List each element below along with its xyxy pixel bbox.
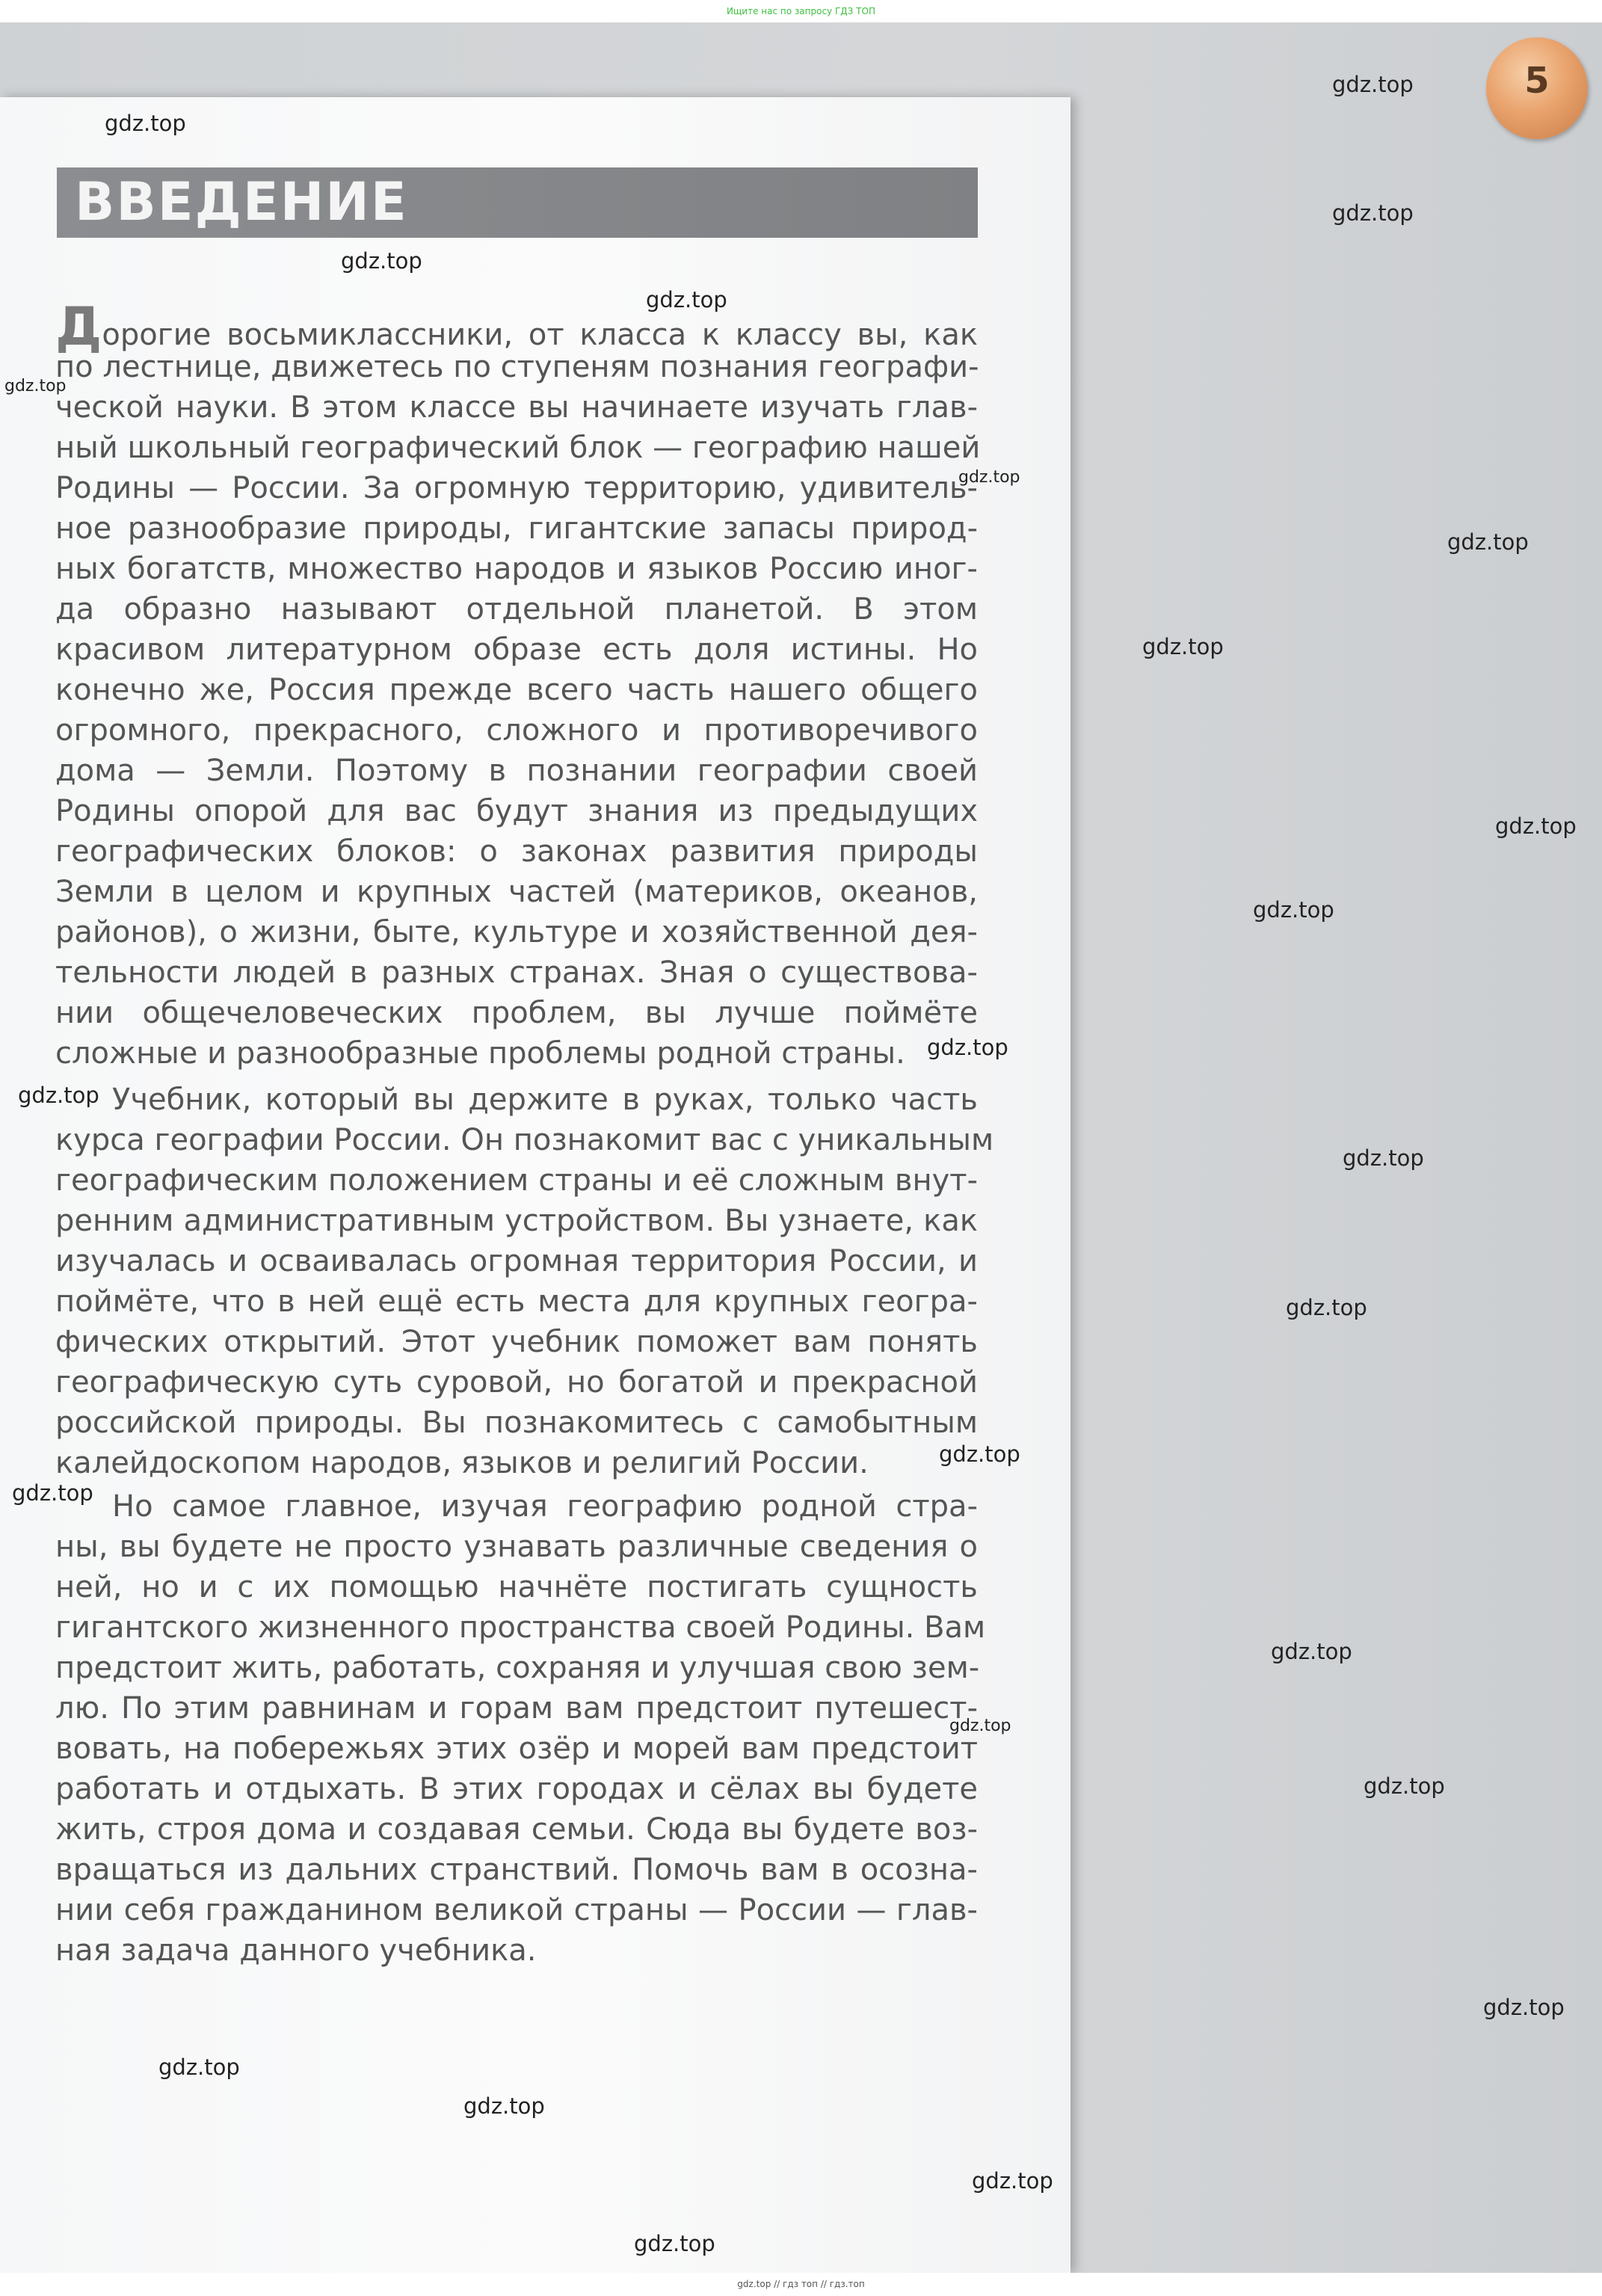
page-number: 5 (1524, 60, 1550, 102)
text-line: ная задача данного учебника. (55, 1933, 537, 1968)
bottom-banner: gdz.top // гдз топ // гдз.топ (0, 2273, 1602, 2296)
watermark: gdz.top (958, 468, 1020, 487)
text-line: Родины — России. За огромную территорию, удивитель- (55, 471, 978, 505)
watermark: gdz.top (1332, 200, 1414, 226)
text-line: работать и отдыхать. В этих городах и сёлах вы будете (55, 1772, 978, 1806)
watermark: gdz.top (1364, 1773, 1445, 1799)
text-line: вращаться из дальних странствий. Помочь вам в осозна- (55, 1853, 978, 1887)
drop-cap: Д (55, 296, 102, 357)
text-line: нии себя гражданином великой страны — России — глав- (55, 1893, 978, 1927)
watermark: gdz.top (646, 287, 727, 313)
text-line: красивом литературном образе есть доля истины. Но (55, 633, 978, 667)
text-line: ных богатств, множество народов и языков Россию иног- (55, 552, 978, 586)
watermark: gdz.top (1286, 1295, 1367, 1320)
text-line: поймёте, что в ней ещё есть места для крупных геогра- (55, 1284, 978, 1319)
text-line: вовать, на побережьях этих озёр и морей вам предстоит (55, 1732, 978, 1766)
text-line: географическую суть суровой, но богатой и прекрасной (55, 1365, 978, 1400)
watermark: gdz.top (1447, 529, 1529, 555)
text-line: изучалась и осваивалась огромная территория России, и (55, 1244, 978, 1278)
watermark: gdz.top (105, 111, 186, 136)
text-line: конечно же, Россия прежде всего часть нашего общего (55, 673, 978, 707)
watermark: gdz.top (1343, 1145, 1424, 1171)
text-line: географическим положением страны и её сложным внут- (55, 1163, 978, 1198)
text-line: курса географии России. Он познакомит вас с уникальным (55, 1123, 994, 1157)
text-line: ное разнообразие природы, гигантские запасы природ- (55, 511, 978, 546)
text-line-rest: орогие восьмиклассники, от класса к классу вы, как (102, 318, 978, 352)
watermark: gdz.top (1271, 1639, 1352, 1664)
text-line: районов), о жизни, быте, культуре и хозяйственной дея- (55, 915, 978, 950)
watermark: gdz.top (949, 1717, 1011, 1735)
watermark: gdz.top (158, 2055, 240, 2080)
text-line: калейдоскопом народов, языков и религий России. (55, 1446, 869, 1480)
watermark: gdz.top (927, 1035, 1008, 1060)
text-line: лю. По этим равнинам и горам вам предстоит путешест- (55, 1691, 978, 1726)
watermark: gdz.top (1142, 634, 1224, 659)
watermark: gdz.top (634, 2231, 715, 2256)
text-line: жить, строя дома и создавая семьи. Сюда вы будете воз- (55, 1812, 978, 1847)
text-line: предстоит жить, работать, сохраняя и улучшая свою зем- (55, 1651, 980, 1685)
top-banner: Ищите нас по запросу ГДЗ ТОП (727, 6, 875, 16)
text-line: фических открытий. Этот учебник поможет вам понять (55, 1325, 978, 1359)
text-line: сложные и разнообразные проблемы родной страны. (55, 1036, 905, 1071)
text-line: ный школьный географический блок — географию нашей (55, 431, 981, 465)
text-line: ней, но и с их помощью начнёте постигать сущность (55, 1570, 978, 1604)
text-line: Но самое главное, изучая географию родной стра- (112, 1489, 978, 1524)
text-line: нии общечеловеческих проблем, вы лучше поймёте (55, 996, 978, 1030)
text-line: ны, вы будете не просто узнавать различные сведения о (55, 1530, 978, 1564)
text-line: Земли в целом и крупных частей (материков, океанов, (55, 875, 978, 909)
text-line: огромного, прекрасного, сложного и противоречивого (55, 713, 978, 748)
watermark: gdz.top (1495, 813, 1577, 839)
watermark: gdz.top (972, 2168, 1053, 2194)
watermark: gdz.top (1483, 1995, 1565, 2020)
watermark: gdz.top (4, 377, 67, 396)
text-line: ческой науки. В этом классе вы начинаете изучать глав- (55, 390, 978, 425)
text-line: ренним административным устройством. Вы узнаете, как (55, 1204, 978, 1238)
watermark: gdz.top (18, 1083, 99, 1108)
text-line: Учебник, который вы держите в руках, только часть (112, 1083, 978, 1117)
watermark: gdz.top (939, 1441, 1020, 1467)
text-line: Родины опорой для вас будут знания из предыдущих (55, 794, 978, 828)
page-title: ВВЕДЕНИЕ (75, 171, 408, 233)
text-line: гигантского жизненного пространства своей Родины. Вам (55, 1610, 986, 1645)
watermark: gdz.top (341, 248, 422, 274)
text-line: дома — Земли. Поэтому в познании географии своей (55, 754, 978, 788)
text-line: тельности людей в разных странах. Зная о существова- (55, 955, 978, 990)
watermark: gdz.top (1332, 72, 1414, 97)
watermark: gdz.top (12, 1480, 93, 1506)
text-line: по лестнице, движетесь по ступеням познания географи- (55, 350, 979, 384)
text-line: да образно называют отдельной планетой. В этом (55, 592, 978, 627)
text-line: географических блоков: о законах развития природы (55, 834, 978, 869)
watermark: gdz.top (1253, 897, 1334, 923)
text-line: российской природы. Вы познакомитесь с самобытным (55, 1406, 978, 1440)
watermark: gdz.top (463, 2093, 545, 2119)
